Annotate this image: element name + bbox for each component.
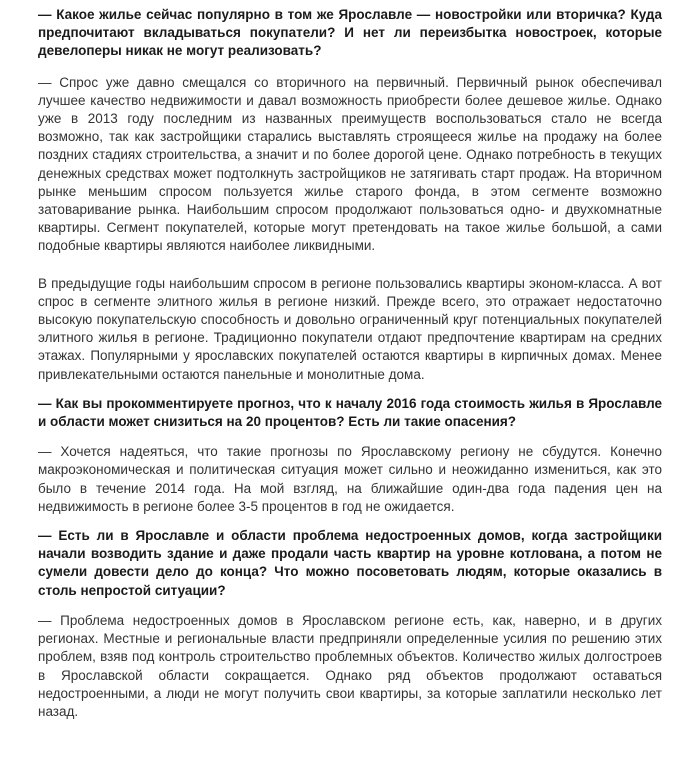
interview-answer: — Спрос уже давно смещался со вторичного на первичный. Первичный рынок обеспечивал лучшее качество недвижимости и давал возможность приобрести более дешевое жилье. Однако уже в 2013 году последним из названных преимуществ воспользоваться стало не всегда возможно, так как застройщики старались выставлять строящееся жилье на продажу на более поздних стадиях строительства, а значит и по более дорогой цене. Однако потребность в текущих денежных средствах может подтолкнуть застройщиков не затягивать старт продаж. На вторичном рынке меньшим спросом пользуется жилье старого фонда, в этом сегменте возможно затоваривание рынка. Наибольшим спросом продолжают пользоваться одно- и двухкомнатные квартиры. Сегмент покупателей, которые могут претендовать на такое жилье большой, а сами подобные квартиры являются наиболее ликвидными.	[38, 74, 662, 254]
interview-question: — Какое жилье сейчас популярно в том же Ярославле — новостройки или вторичка? Куда предпочитают вкладываться покупатели? И нет ли переизбытка новостроек, которые девелоперы никак не могут реализовать?	[38, 7, 662, 59]
interview-question: — Как вы прокомментируете прогноз, что к началу 2016 года стоимость жилья в Ярославле и области может снизиться на 20 процентов? Есть ли такие опасения?	[38, 395, 662, 430]
interview-answer: — Проблема недостроенных домов в Ярославском регионе есть, как, наверно, и в других регионах. Местные и региональные власти предприняли определенные усилия по решению этих проблем, взяв под контроль строительство проблемных объектов. Количество жилых долгостроев в Ярославской области сокращается. Однако ряд объектов продолжают оставаться недостроенными, а люди не могут получить свои квартиры, за которые заплатили несколько лет назад.	[38, 612, 662, 719]
interview-answer: — Хочется надеяться, что такие прогнозы по Ярославскому региону не сбудутся. Конечно макроэкономическая и политическая ситуация может сильно и неожиданно измениться, как это было в течение 2014 года. На мой взгляд, на ближайшие один-два года падения цен на недвижимость в регионе более 3-5 процентов в год не ожидается.	[38, 444, 662, 514]
answer-paragraph: В предыдущие годы наибольшим спросом в регионе пользовались квартиры эконом-класса. А вот спрос в сегменте элитного жилья в регионе низкий. Прежде всего, это отражает недостаточно высокую покупательскую способность и довольно ограниченный круг потенциальных покупателей элитного жилья в регионе. Традиционно покупатели отдают предпочтение квартирам на средних этажах. Популярными у ярославских покупателей остаются квартиры в кирпичных домах. Менее привлекательными остаются панельные и монолитные дома.	[38, 275, 662, 382]
interview-question: — Есть ли в Ярославле и области проблема недостроенных домов, когда застройщики начали возводить здание и даже продали часть квартир на уровне котлована, а потом не сумели довести дело до конца? Что можно посоветовать людям, которые оказались в столь непростой ситуации?	[38, 528, 662, 598]
